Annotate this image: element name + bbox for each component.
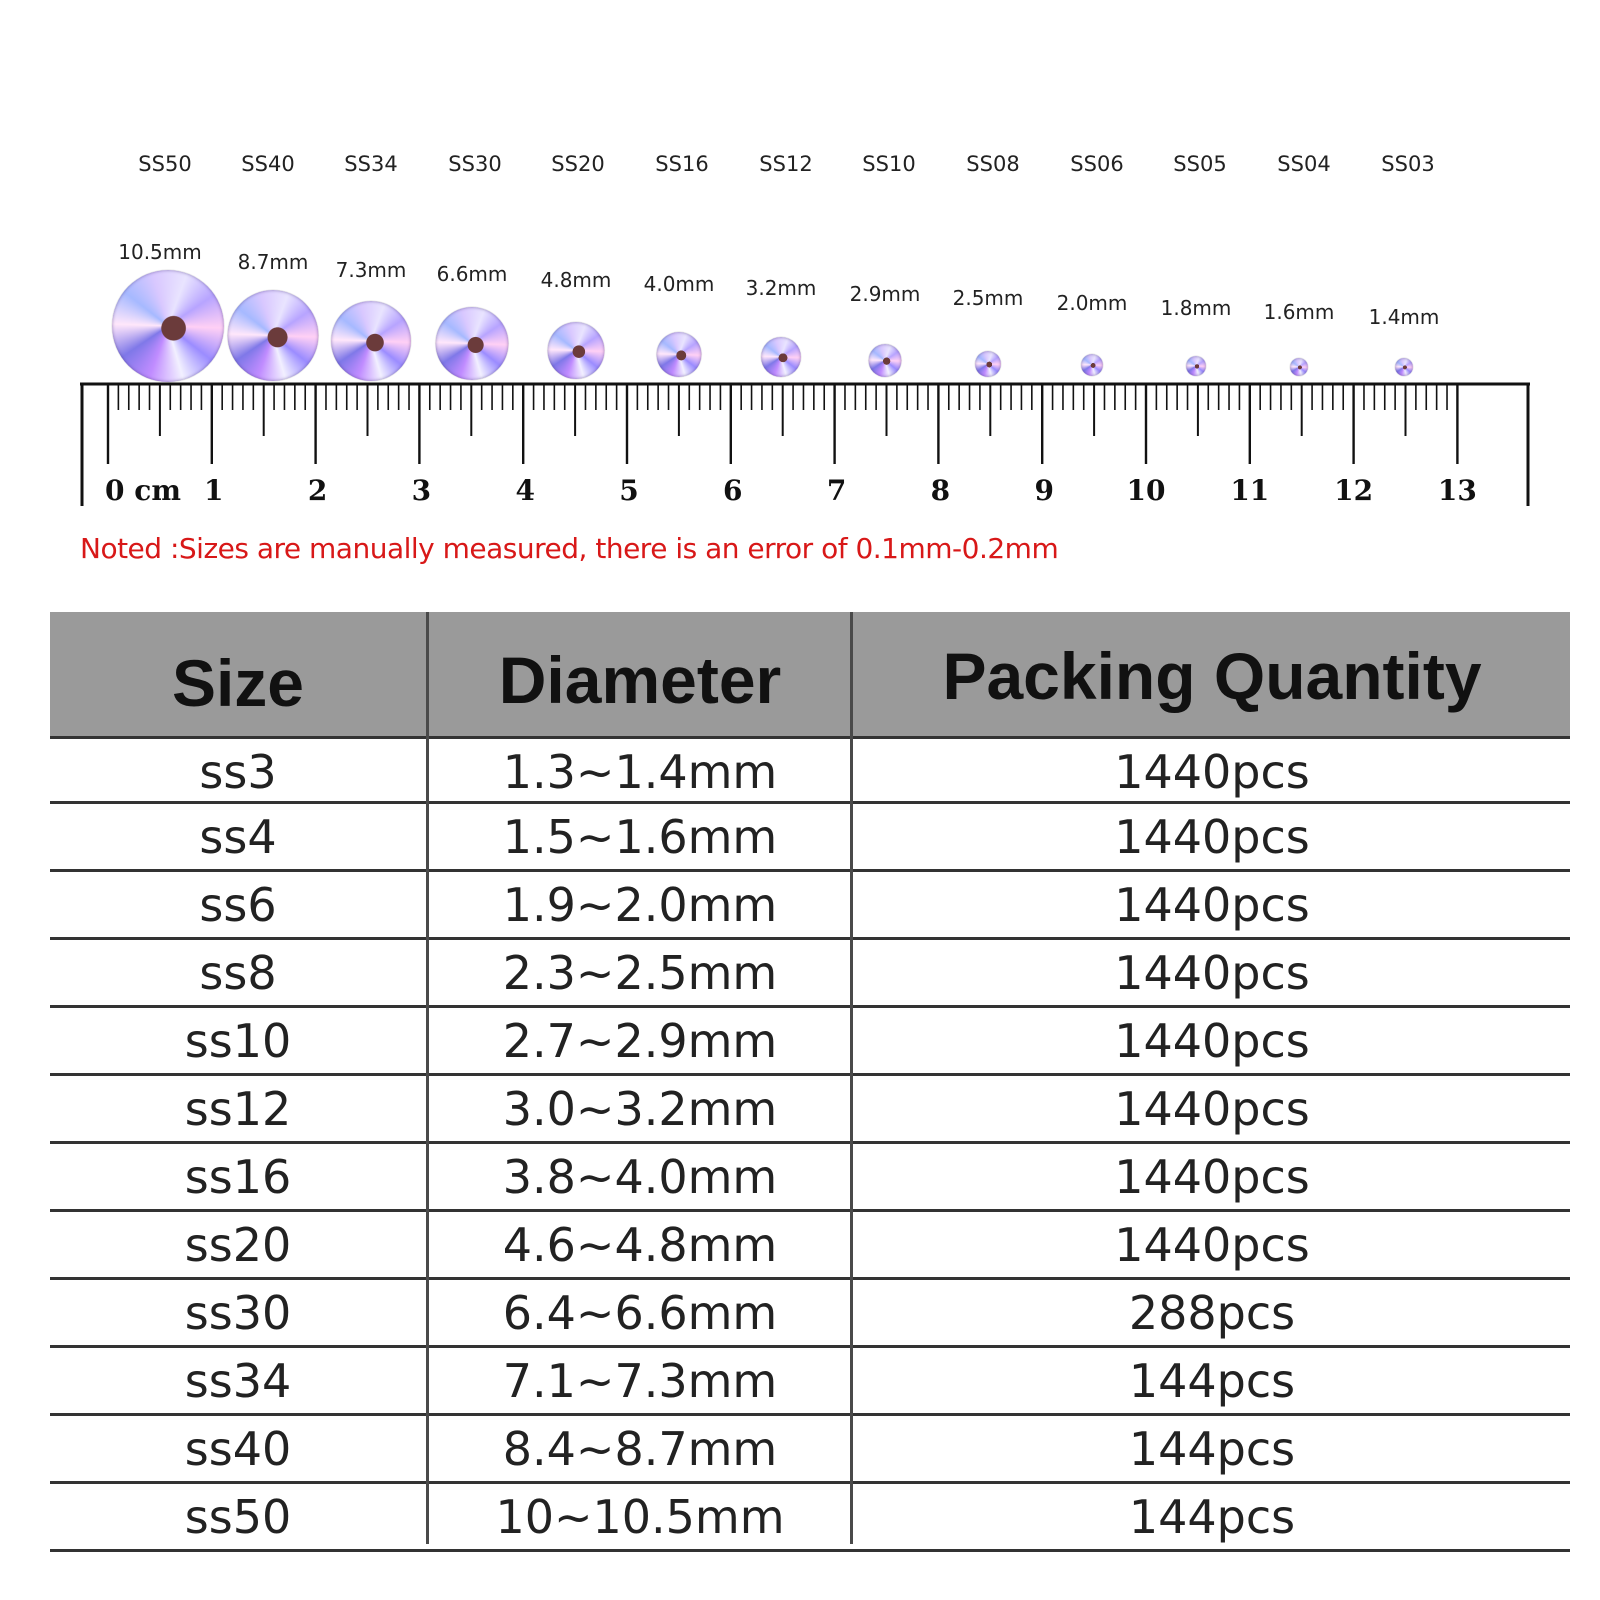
cell-diameter: 8.4~8.7mm [502, 1421, 778, 1476]
diameter-label: 2.9mm [849, 282, 921, 306]
diameter-label: 8.7mm [237, 250, 309, 274]
diameter-label: 7.3mm [335, 258, 407, 282]
cell-quantity: 144pcs [1128, 1421, 1296, 1476]
diameter-label: 2.5mm [952, 286, 1024, 310]
ruler-number: 6 [723, 474, 743, 507]
table-row [50, 1144, 1570, 1212]
diameter-label: 1.6mm [1263, 300, 1335, 324]
cell-size: ss40 [184, 1421, 292, 1476]
table-row [50, 1076, 1570, 1144]
table-row [50, 1348, 1570, 1416]
ruler-number: 11 [1230, 474, 1270, 507]
size-code-label: SS40 [241, 152, 295, 176]
cell-quantity: 1440pcs [1114, 945, 1310, 1000]
size-code-label: SS12 [759, 152, 813, 176]
table-row [50, 940, 1570, 1008]
ruler-number: 3 [411, 474, 432, 507]
cell-diameter: 1.5~1.6mm [502, 809, 778, 864]
measurement-note: Noted :Sizes are manually measured, there is an error of 0.1mm-0.2mm [80, 532, 1059, 565]
cell-diameter: 4.6~4.8mm [502, 1217, 778, 1272]
ruler-number: 7 [826, 474, 847, 507]
ruler-number: 13 [1437, 474, 1477, 507]
table-row [50, 804, 1570, 872]
cell-quantity: 1440pcs [1114, 1217, 1310, 1272]
size-code-label: SS16 [655, 152, 709, 176]
centimeter-ruler [0, 0, 1600, 520]
diameter-label: 10.5mm [118, 240, 202, 264]
ruler-number: 9 [1034, 474, 1054, 507]
header-diameter: Diameter [498, 643, 782, 717]
diameter-label: 2.0mm [1056, 291, 1128, 315]
size-code-label: SS10 [862, 152, 916, 176]
header-packing-quantity: Packing Quantity [942, 639, 1482, 713]
cell-size: ss50 [184, 1489, 292, 1544]
cell-quantity: 1440pcs [1114, 1149, 1310, 1204]
cell-diameter: 3.0~3.2mm [502, 1081, 778, 1136]
size-code-label: SS30 [448, 152, 502, 176]
cell-diameter: 7.1~7.3mm [502, 1353, 778, 1408]
cell-diameter: 2.3~2.5mm [502, 945, 778, 1000]
cell-quantity: 288pcs [1128, 1285, 1296, 1340]
size-code-label: SS34 [344, 152, 398, 176]
diameter-label: 4.8mm [540, 268, 612, 292]
cell-size: ss10 [184, 1013, 292, 1068]
table-row [50, 1280, 1570, 1348]
column-divider [850, 612, 853, 1544]
size-code-label: SS06 [1070, 152, 1124, 176]
size-code-label: SS04 [1277, 152, 1331, 176]
ruler-number: 4 [515, 474, 535, 507]
cell-quantity: 1440pcs [1114, 744, 1310, 799]
ruler-number: 5 [619, 474, 639, 507]
table-body [50, 736, 1570, 1552]
diameter-label: 1.4mm [1368, 305, 1440, 329]
ruler-number: 12 [1334, 474, 1374, 507]
size-code-label: SS50 [138, 152, 192, 176]
diameter-label: 3.2mm [745, 276, 817, 300]
cell-size: ss6 [199, 877, 277, 932]
cell-quantity: 144pcs [1128, 1489, 1296, 1544]
cell-size: ss3 [199, 744, 277, 799]
table-row [50, 1484, 1570, 1552]
cell-size: ss16 [184, 1149, 292, 1204]
ruler-number: 2 [307, 474, 328, 507]
size-code-label: SS05 [1173, 152, 1227, 176]
ruler-number: 8 [930, 474, 951, 507]
size-code-label: SS20 [551, 152, 605, 176]
column-divider [426, 612, 429, 1544]
cell-size: ss34 [184, 1353, 292, 1408]
cell-diameter: 6.4~6.6mm [502, 1285, 778, 1340]
cell-quantity: 1440pcs [1114, 809, 1310, 864]
cell-quantity: 1440pcs [1114, 1081, 1310, 1136]
table-row [50, 872, 1570, 940]
table-row [50, 1416, 1570, 1484]
cell-size: ss8 [199, 945, 277, 1000]
table-row [50, 736, 1570, 804]
diameter-label: 1.8mm [1160, 296, 1232, 320]
cell-diameter: 1.9~2.0mm [502, 877, 778, 932]
size-code-label: SS03 [1381, 152, 1435, 176]
diameter-label: 6.6mm [436, 262, 508, 286]
header-size: Size [171, 646, 305, 720]
size-code-label: SS08 [966, 152, 1020, 176]
table-row [50, 1008, 1570, 1076]
cell-size: ss20 [184, 1217, 292, 1272]
cell-quantity: 1440pcs [1114, 1013, 1310, 1068]
cell-diameter: 3.8~4.0mm [502, 1149, 778, 1204]
table-row [50, 1212, 1570, 1280]
cell-size: ss30 [184, 1285, 292, 1340]
cell-quantity: 144pcs [1128, 1353, 1296, 1408]
diameter-label: 4.0mm [643, 272, 715, 296]
ruler-number: 1 [204, 474, 224, 507]
cell-diameter: 10~10.5mm [495, 1489, 785, 1544]
cell-size: ss4 [199, 809, 277, 864]
cell-size: ss12 [184, 1081, 292, 1136]
ruler-zero-label: 0 cm [105, 474, 181, 507]
ruler-number: 10 [1126, 474, 1166, 507]
cell-diameter: 2.7~2.9mm [502, 1013, 778, 1068]
cell-diameter: 1.3~1.4mm [502, 744, 778, 799]
table-header [50, 612, 1570, 736]
size-table [50, 612, 1570, 1552]
cell-quantity: 1440pcs [1114, 877, 1310, 932]
